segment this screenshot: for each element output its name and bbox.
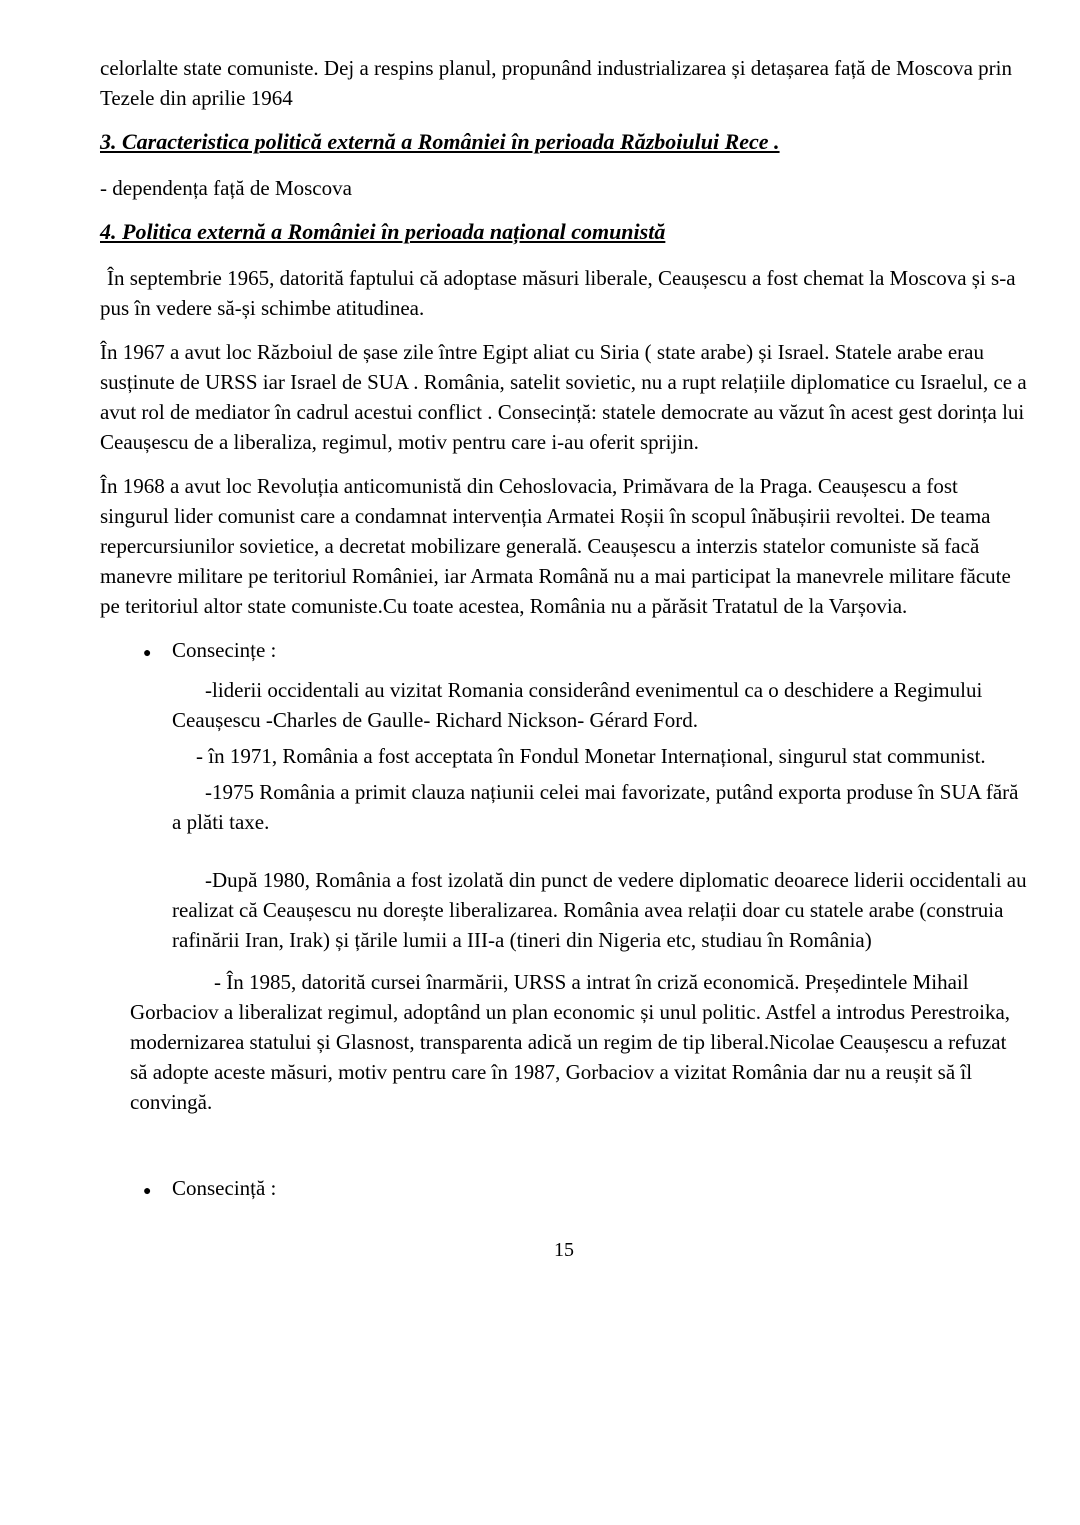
list-item-consequence2	[143, 1173, 1028, 1207]
paragraph-1967: În 1967 a avut loc Războiul de șase zile între Egipt aliat cu Siria ( state arabe) și Israel. Statele arabe erau susținute de URSS iar Israel de SUA . România, satelit sovietic, nu a rupt relațiile diplomatice cu Israelul, ce a avut rol de mediator în cadrul acestui conflict . Consecință: statele democrate au văzut în acest gest dorința lui Ceaușescu de a liberaliza, regimul, motiv pentru care i-au oferit sprijin.	[100, 340, 1027, 454]
consequence2-label: Consecință :	[172, 1176, 277, 1200]
paragraph-intro: celorlalte state comuniste. Dej a respins planul, propunând industrializarea și detașarea față de Moscova prin Tezele din aprilie 1964	[100, 56, 1013, 110]
list-item-consequences	[143, 635, 1028, 669]
paragraph-1968: În 1968 a avut loc Revoluția anticomunistă din Cehoslovacia, Primăvara de la Praga. Ceaușescu a fost singurul lider comunist care a condamnat intervenția Armatei Roșii în scopul înăbușirii revoltei. De teama repercursiunilor sovietice, a decretat mobilizare generală. Ceaușescu a interzis statelor comuniste să facă manevre militare pe teritoriul României, iar Armata Română nu a mai participat la manevrele militare făcute pe teritoriul altor state comuniste.Cu toate acestea, România nu a părăsit Tratatul de la Varșovia.	[100, 474, 1011, 618]
consequence-item: -1975 România a primit clauza națiunii celei mai favorizate, putând exporta produse în SUA fără a plăti taxe.	[172, 780, 1019, 834]
bullet-icon	[143, 635, 172, 669]
consequence-item: -După 1980, România a fost izolată din punct de vedere diplomatic deoarece liderii occidentali au realizat că Ceaușescu nu dorește liberalizarea. România avea relații doar cu statele arabe (construia rafinării Iran, Irak) și țările lumii a III-a (tineri din Nigeria etc, studiau în România)	[172, 868, 1027, 952]
section4-heading: 4. Politica externă a României în perioada național comunistă	[100, 219, 666, 244]
section3-item: - dependența față de Moscova	[100, 176, 352, 200]
bullet-icon	[143, 1173, 172, 1207]
consequence-item: -liderii occidentali au vizitat Romania considerând evenimentul ca o deschidere a Regimului Ceaușescu -Charles de Gaulle- Richard Nickson- Gérard Ford.	[172, 678, 983, 732]
consequence-item: - în 1971, România a fost acceptata în Fondul Monetar Internațional, singurul stat communist.	[196, 744, 986, 768]
consequences-label: Consecințe :	[172, 638, 277, 662]
paragraph-1965: În septembrie 1965, datorită faptului că adoptase măsuri liberale, Ceaușescu a fost chemat la Moscova și s-a pus în vedere să-și schimbe atitudinea.	[100, 266, 1016, 320]
consequence-item: - În 1985, datorită cursei înarmării, URSS a intrat în criză economică. Președintele Mihail Gorbaciov a liberalizat regimul, adoptând un plan economic și unul politic. Astfel a introdus Perestroika, modernizarea statului și Glasnost, transparenta adică un regim de tip liberal.Nicolae Ceaușescu a refuzat să adopte aceste măsuri, motiv pentru care în 1987, Gorbaciov a vizitat România dar nu a reușit să îl convingă.	[130, 970, 1011, 1114]
page-number: 15	[554, 1239, 574, 1261]
section3-heading: 3. Caracteristica politică externă a României în perioada Războiului Rece .	[100, 129, 780, 154]
